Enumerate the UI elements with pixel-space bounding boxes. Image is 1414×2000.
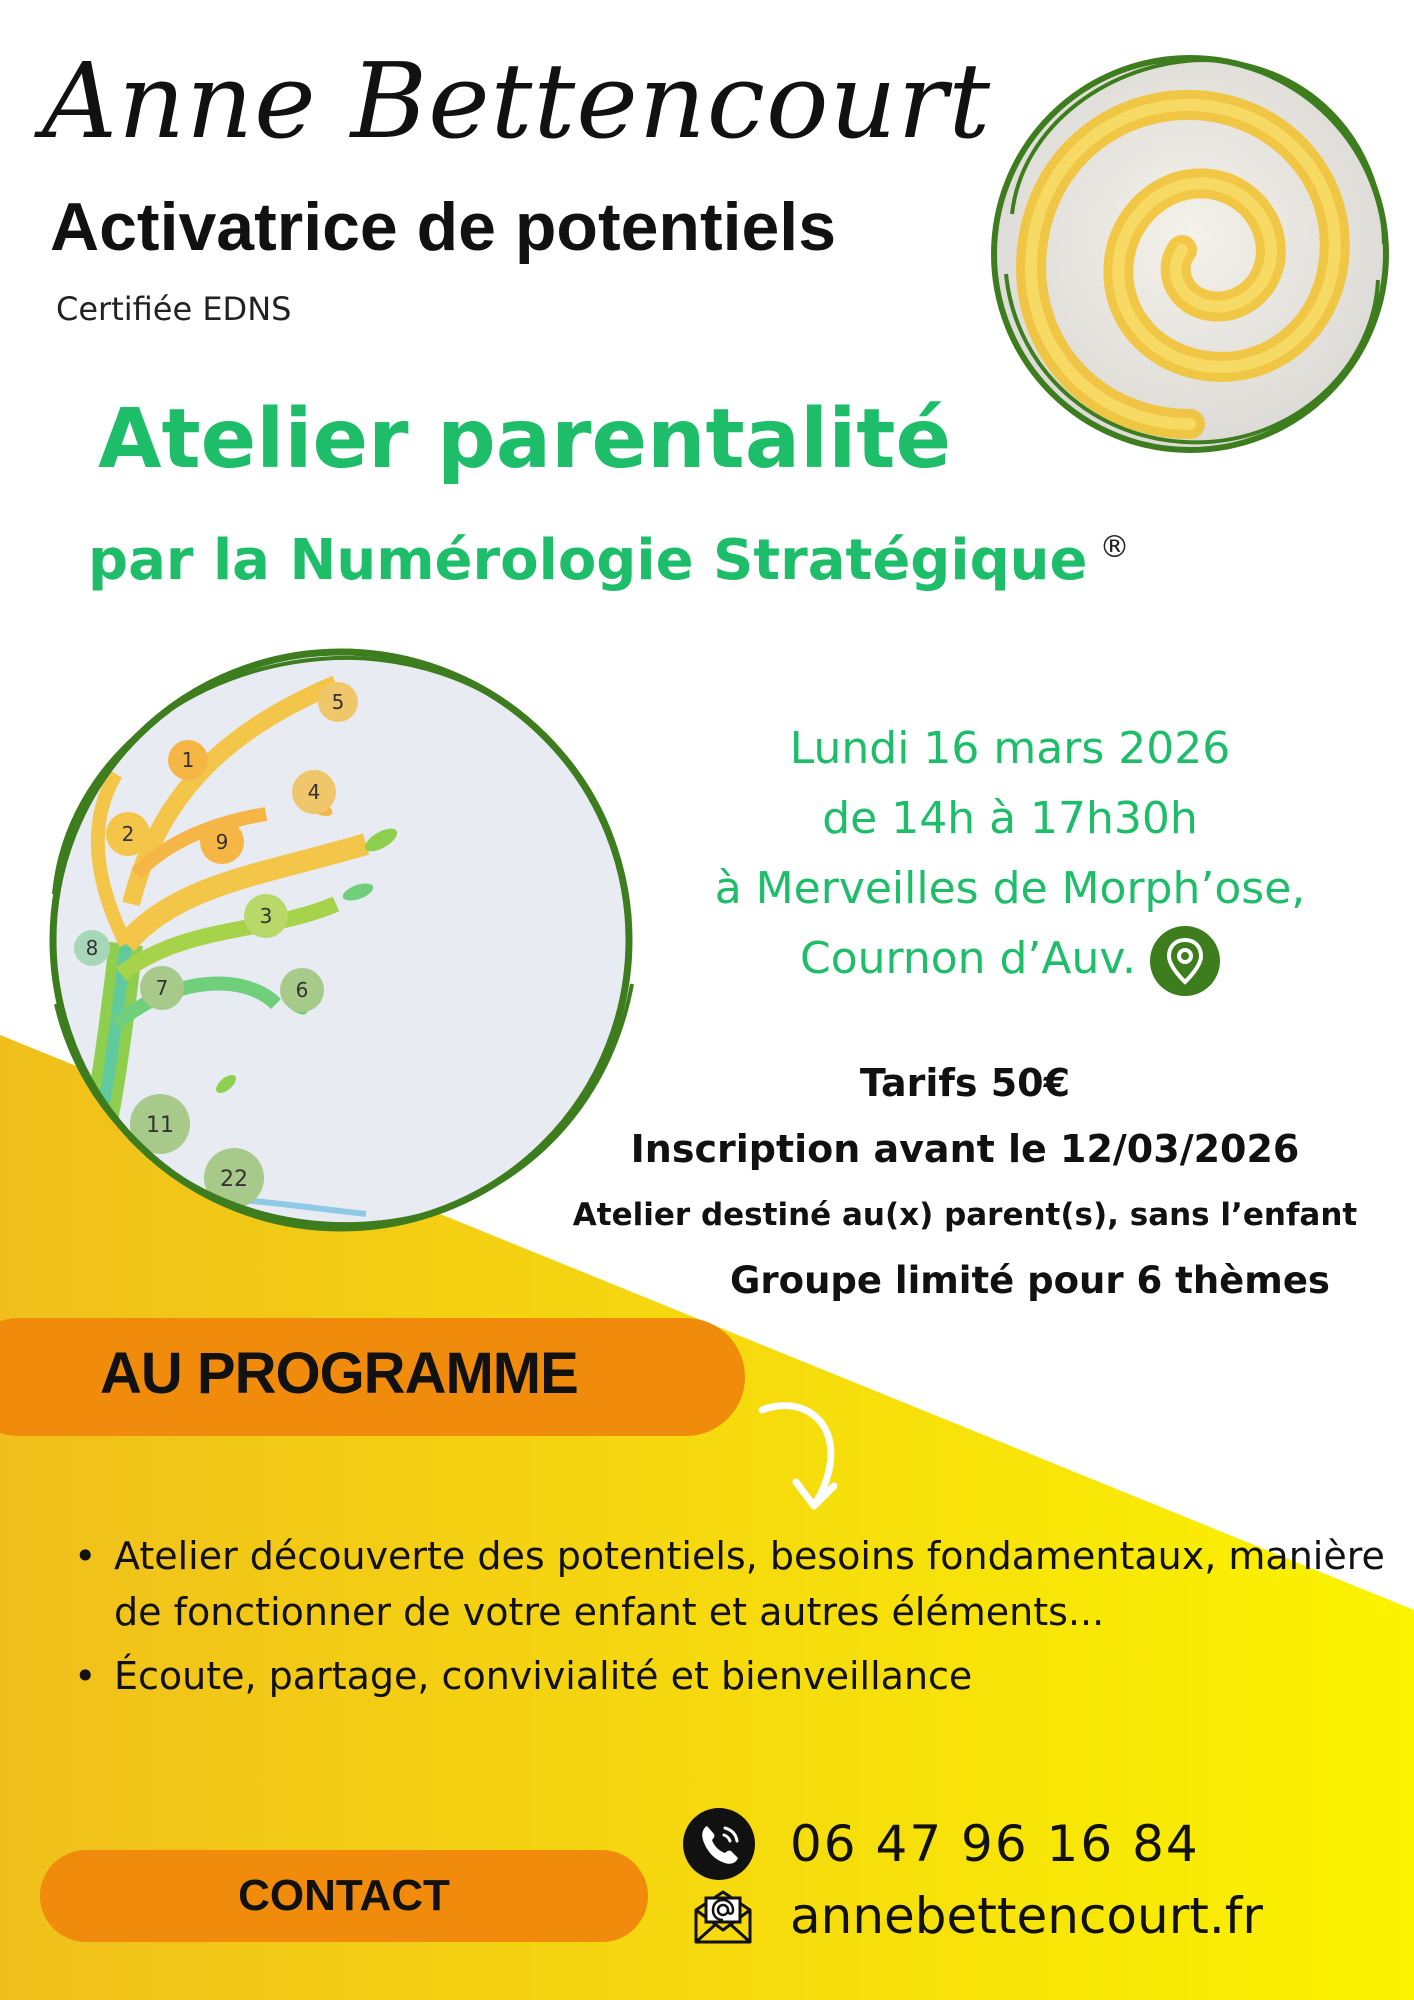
practical-info xyxy=(520,1050,1410,1314)
event-date: Lundi 16 mars 2026 xyxy=(789,723,1231,774)
author-name: Anne Bettencourt xyxy=(42,40,992,162)
program-list xyxy=(70,1528,1390,1712)
event-time: de 14h à 17h30h xyxy=(822,793,1198,844)
location-pin-icon[interactable] xyxy=(1150,926,1220,996)
list-item: • Atelier découverte des potentiels, besoins fondamentaux, manière de fonctionner de votre enfant et autres éléments... xyxy=(70,1528,1390,1640)
registration-deadline: Inscription avant le 12/03/2026 xyxy=(630,1127,1300,1171)
email-icon[interactable] xyxy=(688,1882,758,1952)
tree-number: 1 xyxy=(181,748,195,772)
tree-number: 6 xyxy=(295,978,309,1002)
audience-note: Atelier destiné au(x) parent(s), sans l’enfant xyxy=(572,1197,1358,1233)
event-venue: à Merveilles de Morph’ose, xyxy=(714,863,1306,914)
tree-number: 8 xyxy=(85,936,99,960)
tree-number: 7 xyxy=(155,976,169,1000)
website-link[interactable]: annebettencourt.fr xyxy=(790,1887,1263,1945)
tree-number: 11 xyxy=(146,1113,174,1138)
tree-number: 5 xyxy=(331,690,345,714)
event-title: Atelier parentalité xyxy=(98,392,952,487)
spiral-artwork xyxy=(982,44,1398,460)
price: Tarifs 50€ xyxy=(859,1061,1071,1105)
certification-label: Certifiée EDNS xyxy=(56,290,292,328)
phone-number[interactable]: 06 47 96 16 84 xyxy=(790,1815,1200,1873)
tree-number: 22 xyxy=(220,1167,248,1192)
author-subtitle: Activatrice de potentiels xyxy=(50,189,837,265)
contact-label: CONTACT xyxy=(238,1871,450,1920)
phone-icon[interactable] xyxy=(683,1808,755,1880)
tree-number: 3 xyxy=(259,904,273,928)
registered-mark: ® xyxy=(1099,530,1130,565)
program-label: AU PROGRAMME xyxy=(100,1341,578,1406)
event-city: Cournon d’Auv. xyxy=(799,933,1137,984)
tree-number: 9 xyxy=(215,830,229,854)
event-subtitle-text: par la Numérologie Stratégique xyxy=(88,528,1088,593)
event-city-line xyxy=(680,924,1340,996)
tree-number: 4 xyxy=(307,780,321,804)
curved-arrow-icon xyxy=(752,1390,852,1520)
group-limit: Groupe limité pour 6 thèmes xyxy=(730,1259,1330,1302)
list-item: • Écoute, partage, convivialité et bienveillance xyxy=(70,1648,1390,1704)
event-subtitle xyxy=(88,528,1130,593)
tree-number: 2 xyxy=(121,822,135,846)
event-details xyxy=(680,714,1340,996)
